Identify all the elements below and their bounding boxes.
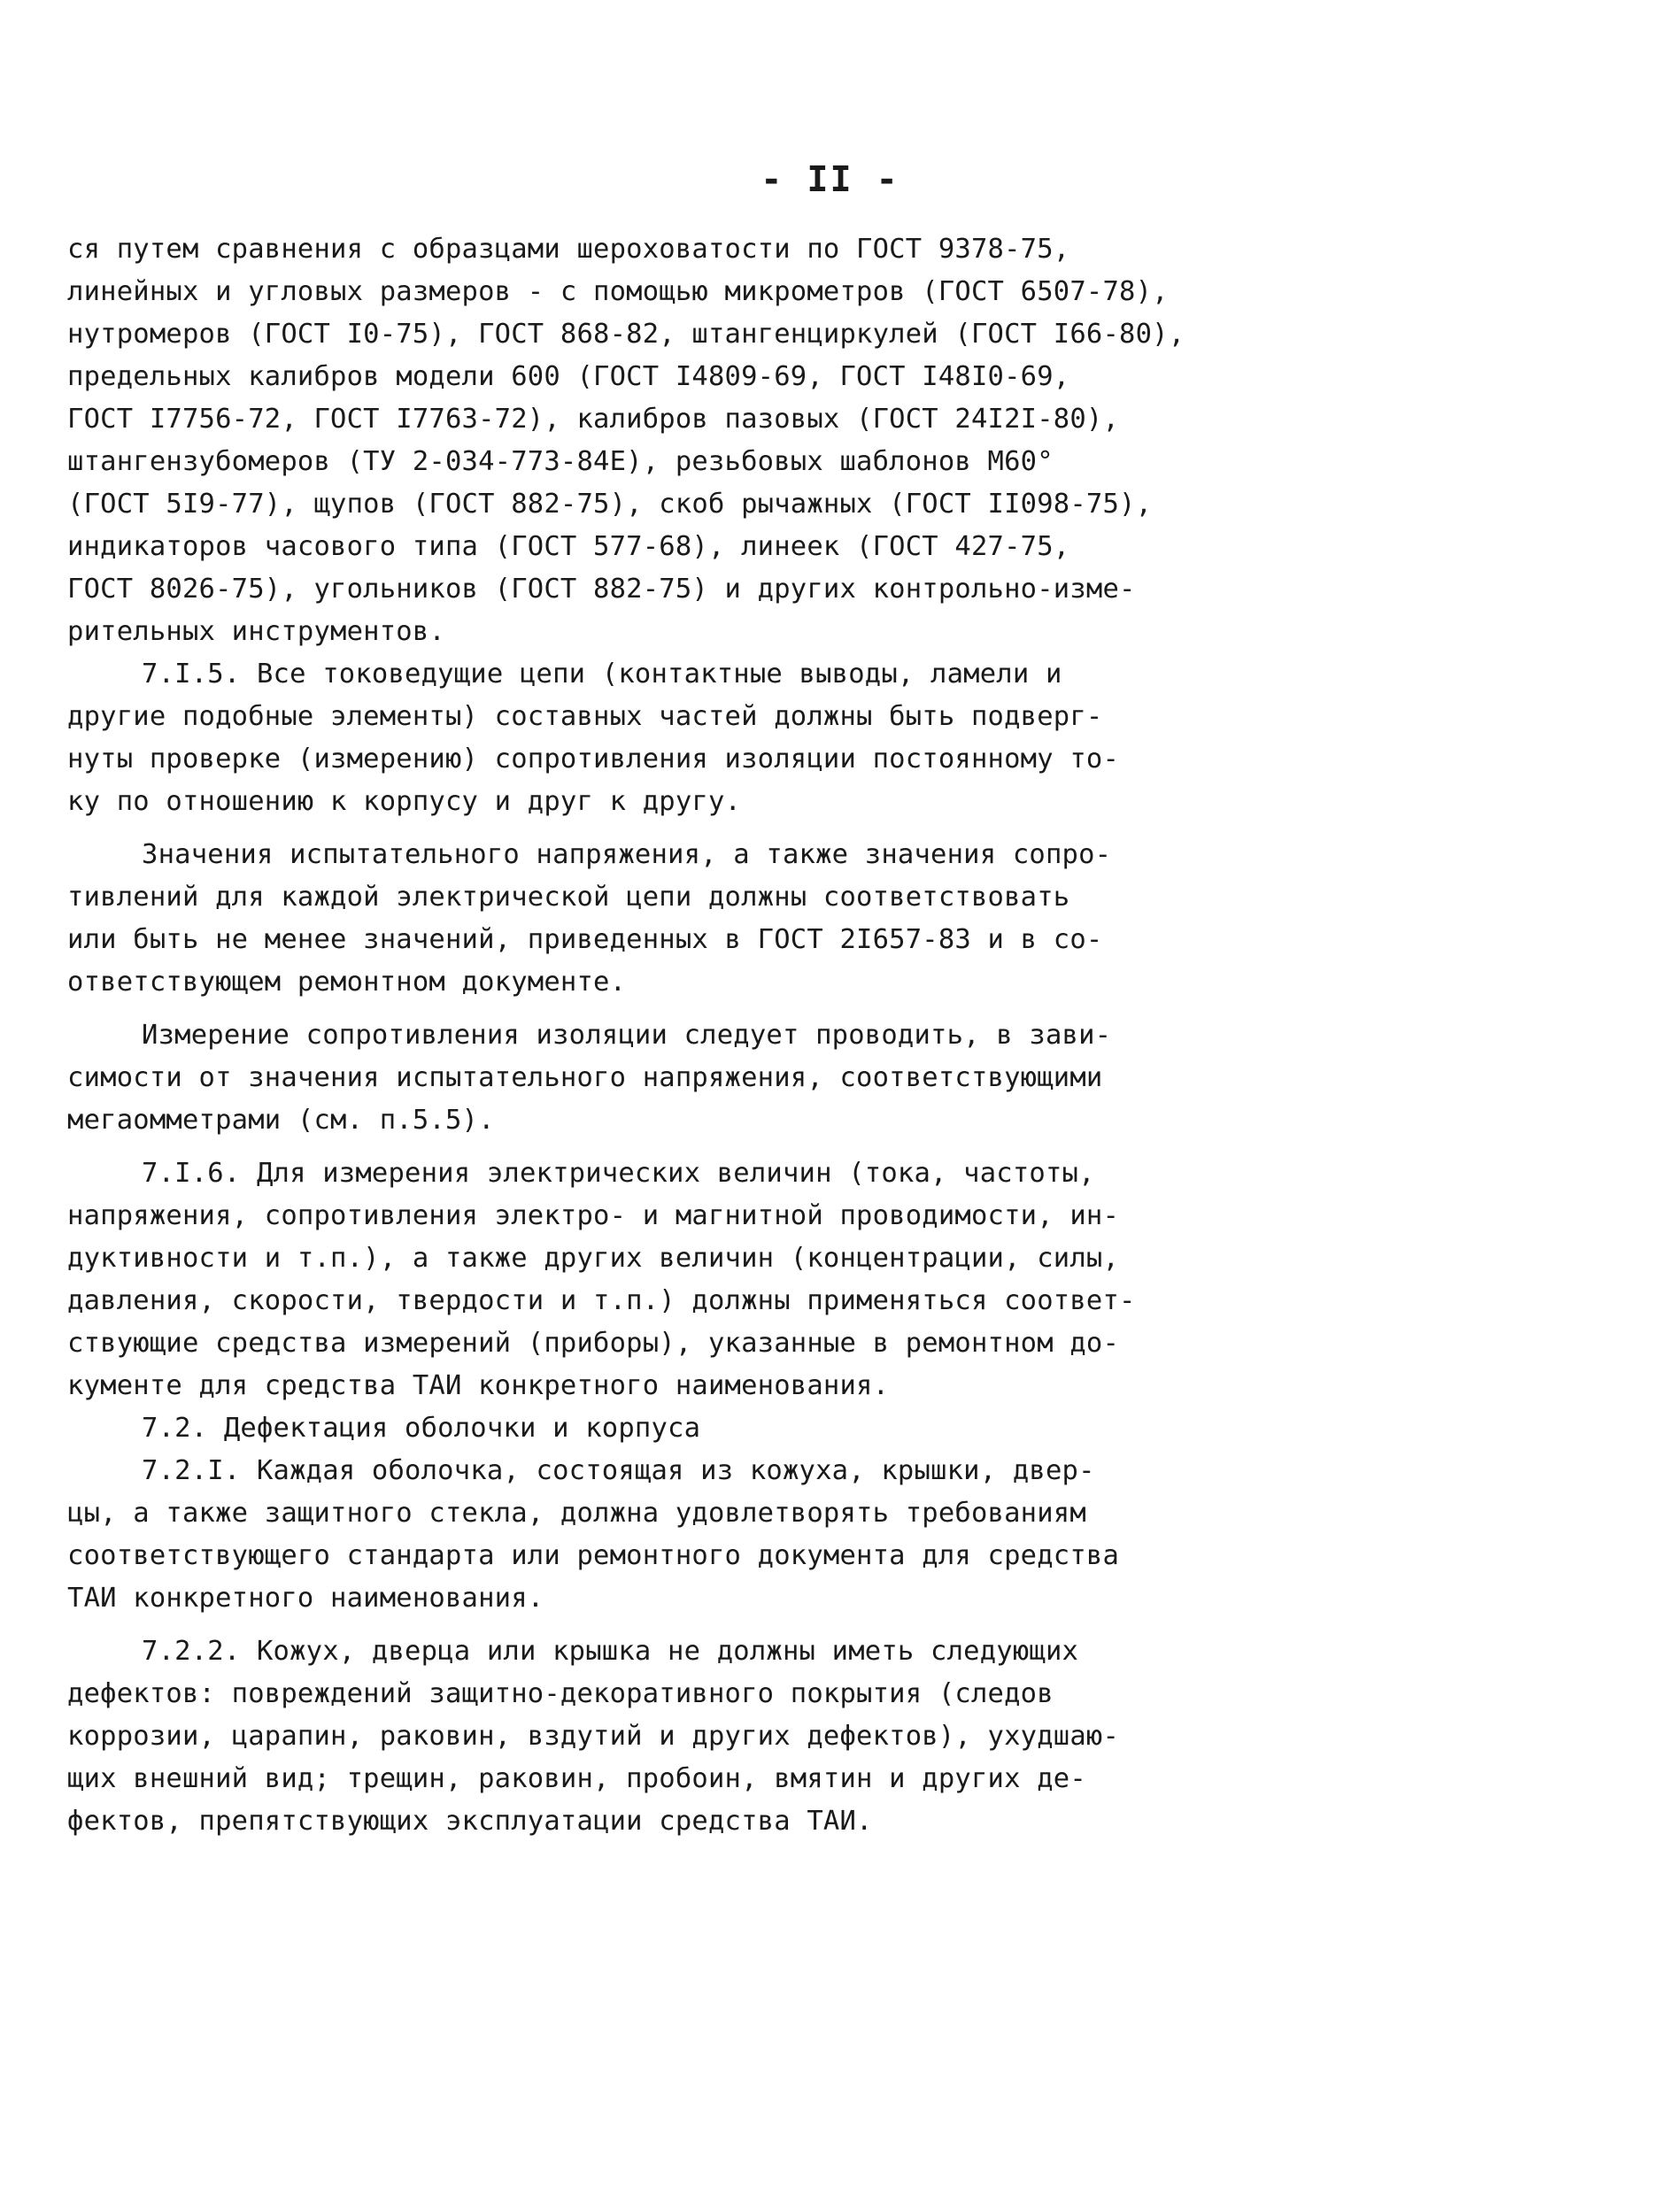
paragraph-7-1-6-start: 7.I.6. Для измерения электрических величин (тока, частоты, [142,1158,1095,1189]
text-line: фектов, препятствующих эксплуатации средства ТАИ. [67,1806,873,1837]
text-line: щих внешний вид; трещин, раковин, пробоин, вмятин и других де- [67,1763,1086,1794]
text-line: нутромеров (ГОСТ I0-75), ГОСТ 868-82, штангенциркулей (ГОСТ I66-80), [67,319,1185,350]
text-line: дефектов: повреждений защитно-декоративного покрытия (следов [67,1678,1054,1709]
text-line: предельных калибров модели 600 (ГОСТ I4809-69, ГОСТ I48I0-69, [67,361,1070,392]
paragraph-7-2-1-start: 7.2.I. Каждая оболочка, состоящая из кожуха, крышки, двер- [142,1455,1095,1486]
text-line: давления, скорости, твердости и т.п.) должны применяться соответ- [67,1285,1136,1316]
text-line: ГОСТ I7756-72, ГОСТ I7763-72), калибров пазовых (ГОСТ 24I2I-80), [67,404,1120,435]
text-line: или быть не менее значений, приведенных в ГОСТ 2I657-83 и в со- [67,924,1103,955]
section-heading-7-2: 7.2. Дефектация оболочки и корпуса [142,1413,701,1444]
text-line: цы, а также защитного стекла, должна удовлетворять требованиям [67,1498,1086,1529]
paragraph-start: Измерение сопротивления изоляции следует проводить, в зави- [142,1020,1112,1051]
page-number: - II - [761,159,899,200]
text-line: тивлений для каждой электрической цепи должны соответствовать [67,882,1070,913]
text-line: линейных и угловых размеров - с помощью микрометров (ГОСТ 6507-78), [67,276,1169,307]
text-line: ГОСТ 8026-75), угольников (ГОСТ 882-75) и других контрольно-изме- [67,574,1136,605]
text-line: ся путем сравнения с образцами шероховатости по ГОСТ 9378-75, [67,234,1070,265]
text-line: другие подобные элементы) составных частей должны быть подверг- [67,701,1103,732]
text-line: штангензубомеров (ТУ 2-034-773-84Е), резьбовых шаблонов М60° [67,446,1054,477]
text-line: кументе для средства ТАИ конкретного наименования. [67,1370,890,1401]
paragraph-7-2-2-start: 7.2.2. Кожух, дверца или крышка не должны иметь следующих [142,1636,1079,1667]
paragraph-start: Значения испытательного напряжения, а также значения сопро- [142,839,1112,870]
text-line: коррозии, царапин, раковин, вздутий и других дефектов), ухудшаю- [67,1721,1120,1752]
text-line: ствующие средства измерений (приборы), указанные в ремонтном до- [67,1328,1120,1359]
text-line: дуктивности и т.п.), а также других величин (концентрации, силы, [67,1243,1120,1274]
text-line: нуты проверке (измерению) сопротивления изоляции постоянному то- [67,744,1120,775]
text-line: соответствующего стандарта или ремонтного документа для средства [67,1540,1120,1571]
text-line: симости от значения испытательного напряжения, соответствующими [67,1062,1103,1093]
text-line: мегаомметрами (см. п.5.5). [67,1105,495,1136]
paragraph-7-1-5-start: 7.I.5. Все токоведущие цепи (контактные выводы, ламели и [142,659,1062,690]
text-line: индикаторов часового типа (ГОСТ 577-68), линеек (ГОСТ 427-75, [67,531,1070,562]
body-text [67,228,1254,1843]
text-line: (ГОСТ 5I9-77), щупов (ГОСТ 882-75), скоб рычажных (ГОСТ II098-75), [67,489,1153,520]
text-line: напряжения, сопротивления электро- и магнитной проводимости, ин- [67,1200,1120,1231]
text-line: ТАИ конкретного наименования. [67,1583,544,1614]
text-line: ответствующем ремонтном документе. [67,967,627,998]
text-line: рительных инструментов. [67,616,445,647]
text-line: ку по отношению к корпусу и друг к другу. [67,786,742,817]
